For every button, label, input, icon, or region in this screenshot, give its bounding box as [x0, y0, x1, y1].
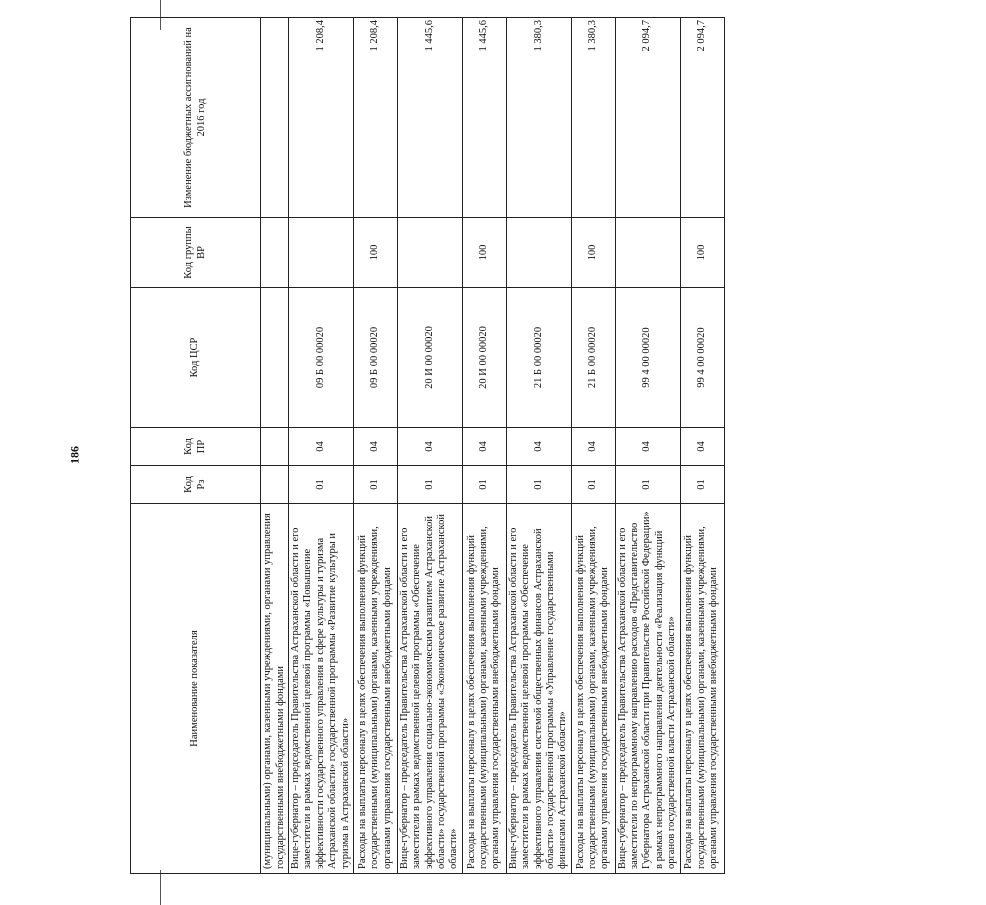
cell-change: 2 094,7 [680, 18, 724, 218]
cell-pr [261, 428, 289, 466]
cell-pr: 04 [615, 428, 680, 466]
cell-rz: 01 [506, 466, 571, 504]
page-number: 186 [67, 446, 82, 464]
cell-name: Вице-губернатор – председатель Правительства Астраханской области и его заместители в рамках ведомственной целевой программы «Повышение эффективности государственного управления в сфере культуры и туризма Астраханской области» государственной программы «Развитие культуры и туризма в Астраханской области» [289, 504, 354, 874]
cell-rz [261, 466, 289, 504]
table-row [397, 18, 462, 874]
cell-csr: 99 4 00 00020 [680, 288, 724, 428]
cell-rz: 01 [680, 466, 724, 504]
header-csr: Код ЦСР [131, 288, 261, 428]
table-row [462, 18, 506, 874]
cell-csr: 21 Б 00 00020 [571, 288, 615, 428]
table-row [615, 18, 680, 874]
cell-vr [261, 218, 289, 288]
cell-name: Расходы на выплаты персоналу в целях обеспечения выполнения функций государственными (муниципальными) органами, казенными учреждениями, органами управления государственными внебюджетными фондами [353, 504, 397, 874]
cell-vr: 100 [680, 218, 724, 288]
cell-vr [615, 218, 680, 288]
cell-rz: 01 [571, 466, 615, 504]
cell-csr [261, 288, 289, 428]
cell-vr: 100 [462, 218, 506, 288]
cell-change [261, 18, 289, 218]
cell-vr [397, 218, 462, 288]
table-row [571, 18, 615, 874]
cell-rz: 01 [353, 466, 397, 504]
cell-csr: 20 И 00 00020 [462, 288, 506, 428]
cell-rz: 01 [462, 466, 506, 504]
cell-vr: 100 [353, 218, 397, 288]
table-row [680, 18, 724, 874]
header-change: Изменение бюджетных ассигнований на 2016 год [131, 18, 261, 218]
cell-csr: 20 И 00 00020 [397, 288, 462, 428]
cell-change: 1 208,4 [353, 18, 397, 218]
cell-pr: 04 [462, 428, 506, 466]
table-wrapper [130, 18, 986, 869]
rotated-table [130, 18, 720, 874]
cell-pr: 04 [397, 428, 462, 466]
cell-pr: 04 [353, 428, 397, 466]
cell-name: Вице-губернатор – председатель Правительства Астраханской области и его заместители в рамках ведомственной целевой программы «Обеспечение эффективного управления социально-экономическим развитием Астраханской области» государственной программы «Экономическое развитие Астраханской области» [397, 504, 462, 874]
cell-csr: 21 Б 00 00020 [506, 288, 571, 428]
cell-pr: 04 [506, 428, 571, 466]
cell-change: 1 445,6 [397, 18, 462, 218]
cell-rz: 01 [289, 466, 354, 504]
cell-vr: 100 [571, 218, 615, 288]
cell-name: (муниципальными) органами, казенными учреждениями, органами управления государственными внебюджетными фондами [261, 504, 289, 874]
cell-vr [289, 218, 354, 288]
cell-pr: 04 [289, 428, 354, 466]
header-vr: Код группы ВР [131, 218, 261, 288]
cell-pr: 04 [571, 428, 615, 466]
cell-name: Расходы на выплаты персоналу в целях обеспечения выполнения функций государственными (муниципальными) органами, казенными учреждениями, органами управления государственными внебюджетными фондами [680, 504, 724, 874]
header-rz: Код Рз [131, 466, 261, 504]
table-row [289, 18, 354, 874]
header-row [131, 18, 261, 874]
cell-change: 1 208,4 [289, 18, 354, 218]
cell-rz: 01 [397, 466, 462, 504]
cell-name: Расходы на выплаты персоналу в целях обеспечения выполнения функций государственными (муниципальными) органами, казенными учреждениями, органами управления государственными внебюджетными фондами [462, 504, 506, 874]
cell-change: 1 445,6 [462, 18, 506, 218]
table-row [261, 18, 289, 874]
cell-vr [506, 218, 571, 288]
cell-change: 1 380,3 [571, 18, 615, 218]
table-row [506, 18, 571, 874]
table-row [353, 18, 397, 874]
cell-csr: 09 Б 00 00020 [353, 288, 397, 428]
cell-name: Вице-губернатор – председатель Правительства Астраханской области и его заместители по непрограммному направлению расходов «Представительство Губернатора Астраханской области при Правительстве Российской Федерации» в рамках непрограммного направления деятельности «Реализация функций органов государственной власти Астраханской области» [615, 504, 680, 874]
cell-pr: 04 [680, 428, 724, 466]
cell-name: Вице-губернатор – председатель Правительства Астраханской области и его заместители в рамках ведомственной целевой программы «Обеспечение эффективного управления системой общественных финансов Астраханской области» государственной программы «Управление государственными финансами Астраханской области» [506, 504, 571, 874]
budget-table [130, 17, 725, 874]
header-pr: Код ПР [131, 428, 261, 466]
cell-rz: 01 [615, 466, 680, 504]
cell-name: Расходы на выплаты персоналу в целях обеспечения выполнения функций государственными (муниципальными) органами, казенными учреждениями, органами управления государственными внебюджетными фондами [571, 504, 615, 874]
cell-csr: 09 Б 00 00020 [289, 288, 354, 428]
cell-csr: 99 4 00 00020 [615, 288, 680, 428]
header-name: Наименование показателя [131, 504, 261, 874]
cell-change: 1 380,3 [506, 18, 571, 218]
margin-line-bottom [160, 870, 161, 905]
cell-change: 2 094,7 [615, 18, 680, 218]
